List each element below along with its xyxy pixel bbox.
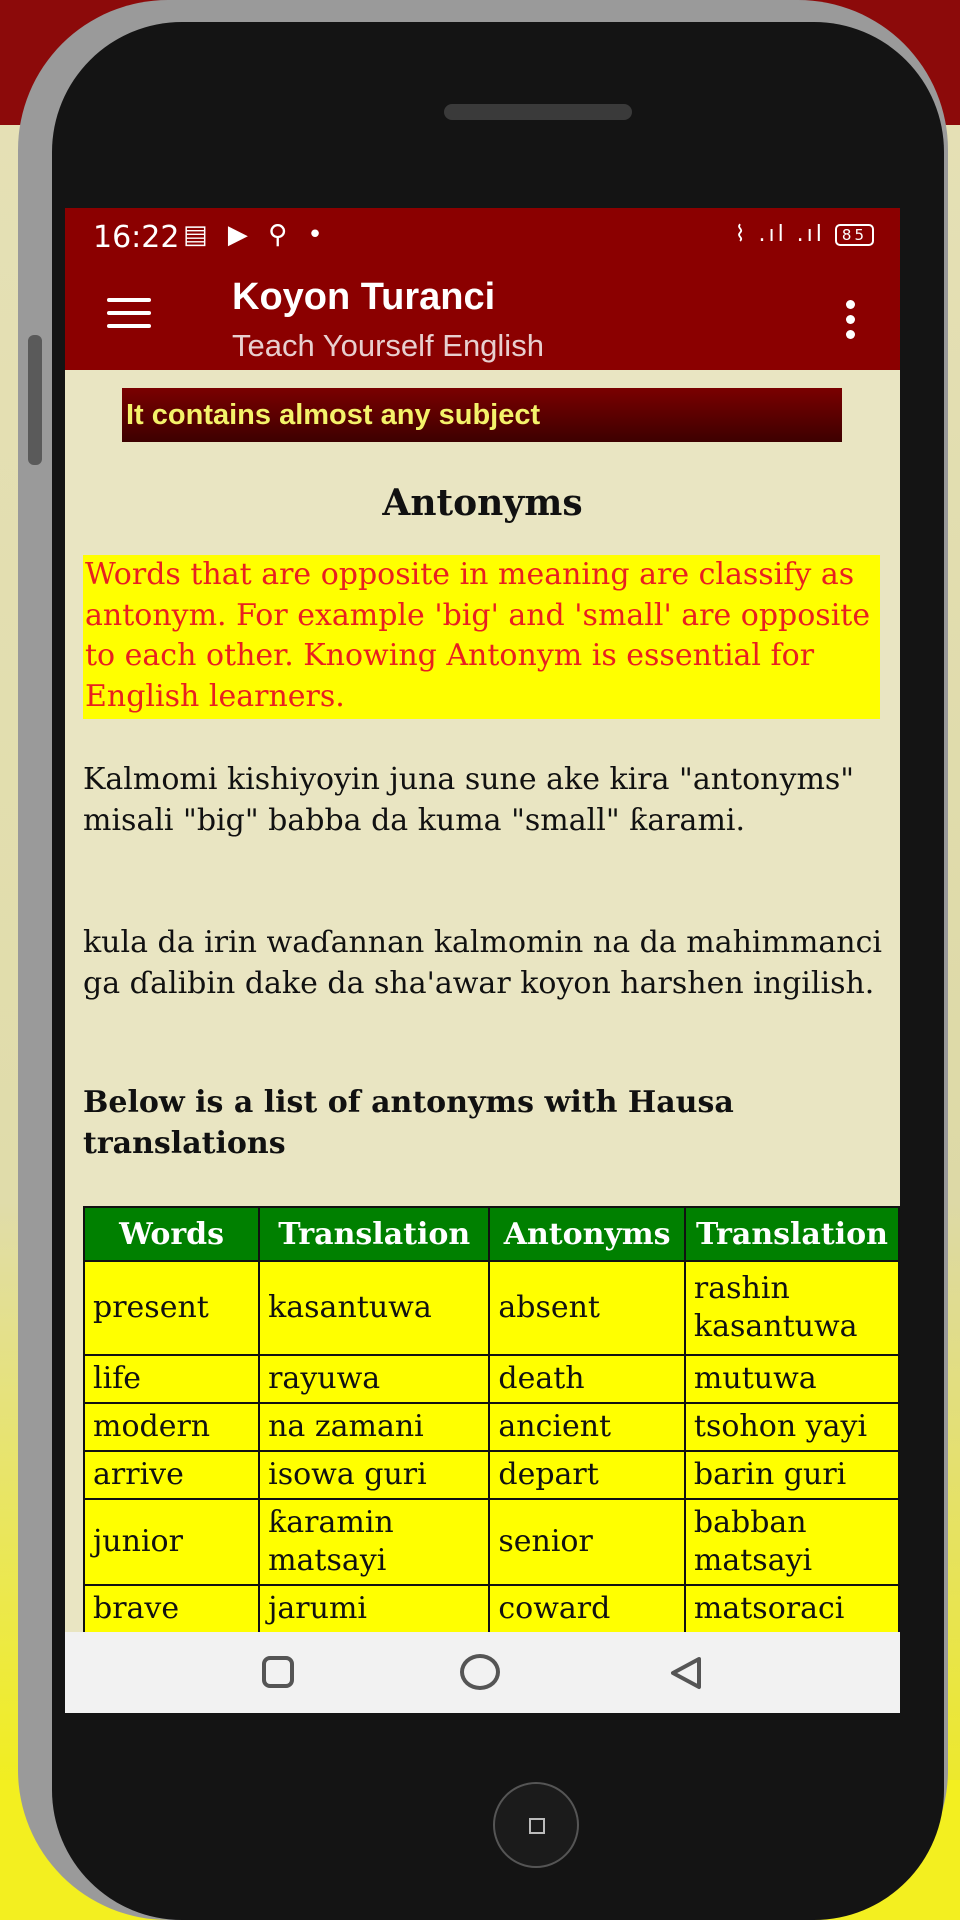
table-cell: death [489, 1355, 685, 1403]
page-heading: Antonyms [382, 482, 583, 524]
table-cell: tsohon yayi [685, 1403, 899, 1451]
table-row [84, 1585, 899, 1632]
signal-strength-icon: ⌇ .ıl .ıl [734, 222, 825, 247]
table-cell: jarumi [259, 1585, 489, 1632]
app-title: Koyon Turanci [232, 276, 496, 318]
table-cell: junior [84, 1499, 259, 1585]
home-button-square-icon [529, 1818, 545, 1834]
hausa-definition-paragraph: Kalmomi kishiyoyin juna sune ake kira "antonyms" misali "big" babba da kuma "small" ƙarami. [83, 762, 855, 838]
status-bar [65, 208, 900, 268]
table-cell: babban matsayi [685, 1499, 899, 1585]
phone-screen [65, 208, 900, 1713]
table-cell: matsoraci [685, 1585, 899, 1632]
column-header-antonyms: Antonyms [489, 1207, 685, 1261]
back-triangle-icon[interactable] [669, 1656, 703, 1690]
app-subtitle: Teach Yourself English [232, 328, 544, 363]
battery-icon: 85 [835, 224, 874, 246]
table-header-row [84, 1207, 899, 1261]
table-cell: kasantuwa [259, 1261, 489, 1355]
content-scroll-area[interactable] [65, 370, 900, 1632]
more-vert-icon[interactable] [846, 300, 858, 340]
table-row [84, 1355, 899, 1403]
list-intro-heading: Below is a list of antonyms with Hausa translations [83, 1085, 734, 1161]
speaker-grille [444, 104, 632, 120]
column-header-words: Words [84, 1207, 259, 1261]
column-header-antonym-translation: Translation [685, 1207, 899, 1261]
column-header-translation: Translation [259, 1207, 489, 1261]
table-cell: barin guri [685, 1451, 899, 1499]
table-cell: life [84, 1355, 259, 1403]
recents-square-icon[interactable] [262, 1656, 294, 1688]
table-row [84, 1403, 899, 1451]
antonyms-table [83, 1206, 900, 1632]
table-cell: isowa guri [259, 1451, 489, 1499]
table-cell: rashin kasantuwa [685, 1261, 899, 1355]
table-row [84, 1499, 899, 1585]
table-cell: mutuwa [685, 1355, 899, 1403]
hardware-home-button[interactable] [493, 1782, 579, 1868]
table-cell: present [84, 1261, 259, 1355]
app-bar [65, 268, 900, 370]
table-cell: coward [489, 1585, 685, 1632]
definition-highlight: Words that are opposite in meaning are classify as antonym. For example 'big' and 'small' are opposite to each other. Knowing Antonym is essential for English learners. [83, 555, 880, 719]
table-row [84, 1261, 899, 1355]
subject-banner[interactable]: It contains almost any subject [122, 388, 842, 442]
table-cell: senior [489, 1499, 685, 1585]
table-cell: ƙaramin matsayi [259, 1499, 489, 1585]
table-row [84, 1451, 899, 1499]
table-cell: absent [489, 1261, 685, 1355]
table-cell: rayuwa [259, 1355, 489, 1403]
table-cell: na zamani [259, 1403, 489, 1451]
volume-button [28, 335, 42, 465]
navigation-bar [65, 1632, 900, 1713]
home-circle-icon[interactable] [460, 1654, 500, 1690]
table-cell: depart [489, 1451, 685, 1499]
hamburger-menu-icon[interactable] [107, 298, 151, 332]
table-cell: modern [84, 1403, 259, 1451]
table-cell: brave [84, 1585, 259, 1632]
signal-icons [735, 222, 874, 247]
notification-icons: ▤ ▶ ⚲ • [183, 220, 329, 250]
table-cell: ancient [489, 1403, 685, 1451]
status-time: 16:22 [93, 220, 180, 255]
hausa-importance-paragraph: kula da irin waɗannan kalmomin na da mahimmanci ga ɗalibin dake da sha'awar koyon harshen ingilish. [83, 925, 883, 1001]
table-cell: arrive [84, 1451, 259, 1499]
